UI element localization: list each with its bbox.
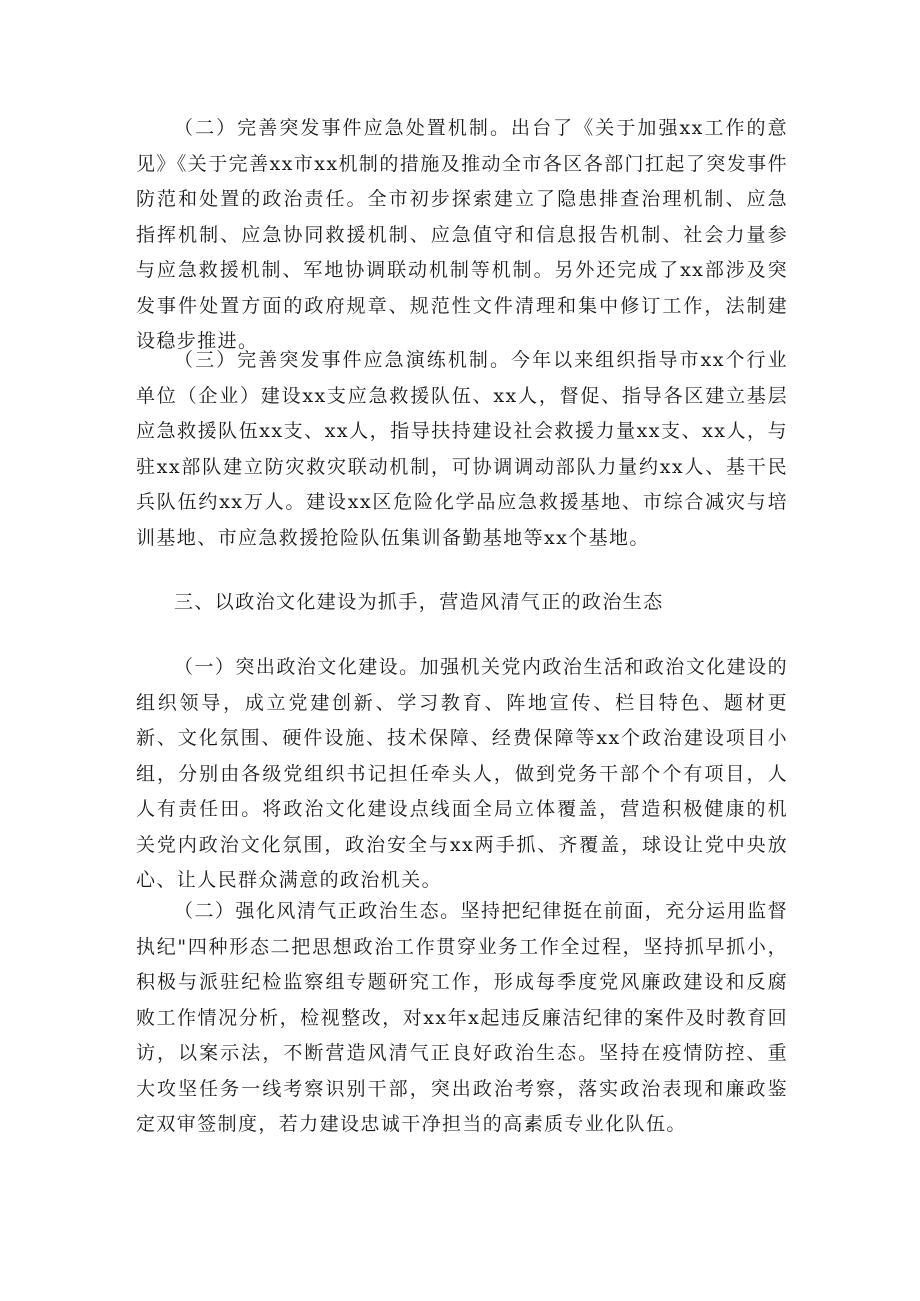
paragraph-emergency-drill-mechanism: （三）完善突发事件应急演练机制。今年以来组织指导市xx个行业单位（企业）建设xx支应急救援队伍、xx人，督促、指导各区建立基层应急救援队伍xx支、xx人，指导扶持建设社会救援力量xx支、xx人，与驻xx部队建立防灾救灾联动机制，可协调调动部队力量约xx人、基干民兵队伍约xx万人。建设xx区危险化学品应急救援基地、市综合减灾与培训基地、市应急救援抢险队伍集训备勤基地等xx个基地。 [136,349,788,549]
paragraph-political-ecology: （二）强化风清气正政治生态。坚持把纪律挺在前面，充分运用监督执纪"四种形态二把思想政治工作贯穿业务工作全过程，坚持抓早抓小，积极与派驻纪检监察组专题研究工作，形成每季度党风廉政建设和反腐败工作情况分析，检视整改，对xx年x起违反廉洁纪律的案件及时教育回访，以案示法，不断营造风清气正良好政治生态。坚持在疫情防控、重大攻坚任务一线考察识别干部，突出政治考察，落实政治表现和廉政鉴定双审签制度，若力建设忠诚干净担当的高素质专业化队伍。 [136,900,788,1135]
paragraph-emergency-response-mechanism: （二）完善突发事件应急处置机制。出台了《关于加强xx工作的意见》《关于完善xx市xx机制的措施及推动全市各区各部门扛起了突发事件防范和处置的政治责任。全市初步探索建立了隐患排查治理机制、应急指挥机制、应急协同救援机制、应急值守和信息报告机制、社会力量参与应急救援机制、军地协调联动机制等机制。另外还完成了xx部涉及突发事件处置方面的政府规章、规范性文件清理和集中修订工作，法制建设稳步推进。 [136,117,788,352]
section-heading-political-culture: 三、以政治文化建设为抓手，营造风清气正的政治生态 [174,591,664,613]
paragraph-political-culture-building: （一）突出政治文化建设。加强机关党内政治生活和政治文化建设的组织领导，成立党建创新、学习教育、阵地宣传、栏目特色、题材更新、文化氛围、硬件设施、技术保障、经费保障等xx个政治建设项目小组，分别由各级党组织书记担任牵头人，做到党务干部个个有项目，人人有责任田。将政治文化建设点线面全局立体覆盖，营造积极健康的机关党内政治文化氛围，政治安全与xx两手抓、齐覆盖，球设让党中央放心、让人民群众满意的政治机关。 [136,656,788,891]
